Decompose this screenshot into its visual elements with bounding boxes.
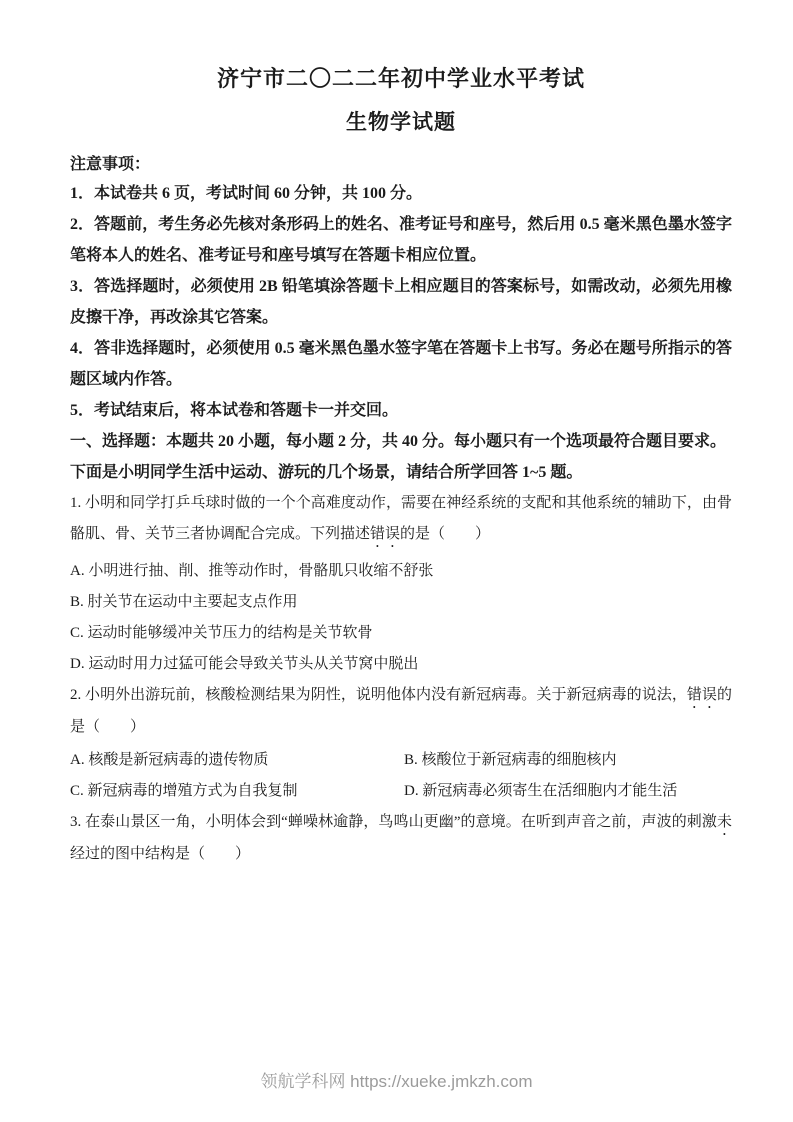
section-header: 一、选择题：本题共 20 小题，每小题 2 分，共 40 分。每小题只有一个选项最符合题目要求。 bbox=[70, 433, 727, 450]
notice-list bbox=[70, 178, 732, 426]
question-3-stem bbox=[70, 807, 732, 870]
notice-item-2: 2．答题前，考生务必先核对条形码上的姓名、准考证号和座号，然后用 0.5 毫米黑色墨水签字笔将本人的姓名、准考证号和座号填写在答题卡相应位置。 bbox=[70, 216, 732, 264]
question-2 bbox=[70, 680, 732, 807]
notice-item-5: 5．考试结束后，将本试卷和答题卡一并交回。 bbox=[70, 402, 399, 419]
notice-item-3: 3．答选择题时，必须使用 2B 铅笔填涂答题卡上相应题目的答案标号，如需改动，必须先用橡皮擦干净，再改涂其它答案。 bbox=[70, 278, 732, 326]
question-1-options bbox=[70, 556, 732, 680]
question-1-stem-text: 1. 小明和同学打乒乓球时做的一个个高难度动作，需要在神经系统的支配和其他系统的辅助下，由骨骼肌、骨、关节三者协调配合完成。下列描述 bbox=[70, 495, 732, 542]
page-title: 济宁市二〇二二年初中学业水平考试 bbox=[216, 66, 585, 91]
watermark-footer bbox=[0, 1071, 793, 1093]
notice-heading: 注意事项： bbox=[70, 156, 151, 173]
question-3-stem-emphasis: 未 bbox=[716, 814, 732, 830]
question-3-stem-text: 3. 在泰山景区一角，小明体会到“蝉噪林逾静，鸟鸣山更幽”的意境。在听到声音之前，声波的刺激 bbox=[70, 814, 717, 830]
question-2-option-c: C. 新冠病毒的增殖方式为自我复制 bbox=[70, 783, 298, 799]
page-subtitle: 生物学试题 bbox=[346, 110, 456, 134]
question-1-option-c: C. 运动时能够缓冲关节压力的结构是关节软骨 bbox=[70, 625, 373, 641]
watermark-text: 领航学科网 https://xueke.jmkzh.com bbox=[260, 1072, 533, 1091]
question-1-stem bbox=[70, 488, 732, 551]
question-2-stem bbox=[70, 680, 732, 743]
question-2-options bbox=[70, 745, 732, 807]
question-1-option-d: D. 运动时用力过猛可能会导致关节头从关节窝中脱出 bbox=[70, 656, 419, 672]
question-2-option-d: D. 新冠病毒必须寄生在活细胞内才能生活 bbox=[404, 783, 678, 799]
question-2-stem-text: 2. 小明外出游玩前，核酸检测结果为阴性，说明他体内没有新冠病毒。关于新冠病毒的说法， bbox=[70, 687, 687, 703]
question-1-option-a: A. 小明进行抽、削、推等动作时，骨骼肌只收缩不舒张 bbox=[70, 563, 434, 579]
question-2-stem-tail: 的是（ ） bbox=[70, 687, 732, 735]
question-1-option-b: B. 肘关节在运动中主要起支点作用 bbox=[70, 594, 298, 610]
section-intro: 下面是小明同学生活中运动、游玩的几个场景，请结合所学回答 1~5 题。 bbox=[70, 464, 583, 481]
question-3-stem-tail: 经过的图中结构是（ ） bbox=[70, 846, 251, 862]
question-1-stem-emphasis: 错误 bbox=[370, 526, 401, 542]
question-1 bbox=[70, 488, 732, 680]
notice-item-1: 1．本试卷共 6 页，考试时间 60 分钟，共 100 分。 bbox=[70, 185, 423, 202]
question-2-stem-emphasis: 错误 bbox=[686, 687, 717, 703]
question-2-option-b: B. 核酸位于新冠病毒的细胞核内 bbox=[404, 752, 617, 768]
question-1-stem-tail: 的是（ ） bbox=[400, 526, 491, 542]
notice-item-4: 4．答非选择题时，必须使用 0.5 毫米黑色墨水签字笔在答题卡上书写。务必在题号所指示的答题区域内作答。 bbox=[70, 340, 732, 388]
question-2-option-a: A. 核酸是新冠病毒的遗传物质 bbox=[70, 752, 269, 768]
question-3 bbox=[70, 807, 732, 870]
